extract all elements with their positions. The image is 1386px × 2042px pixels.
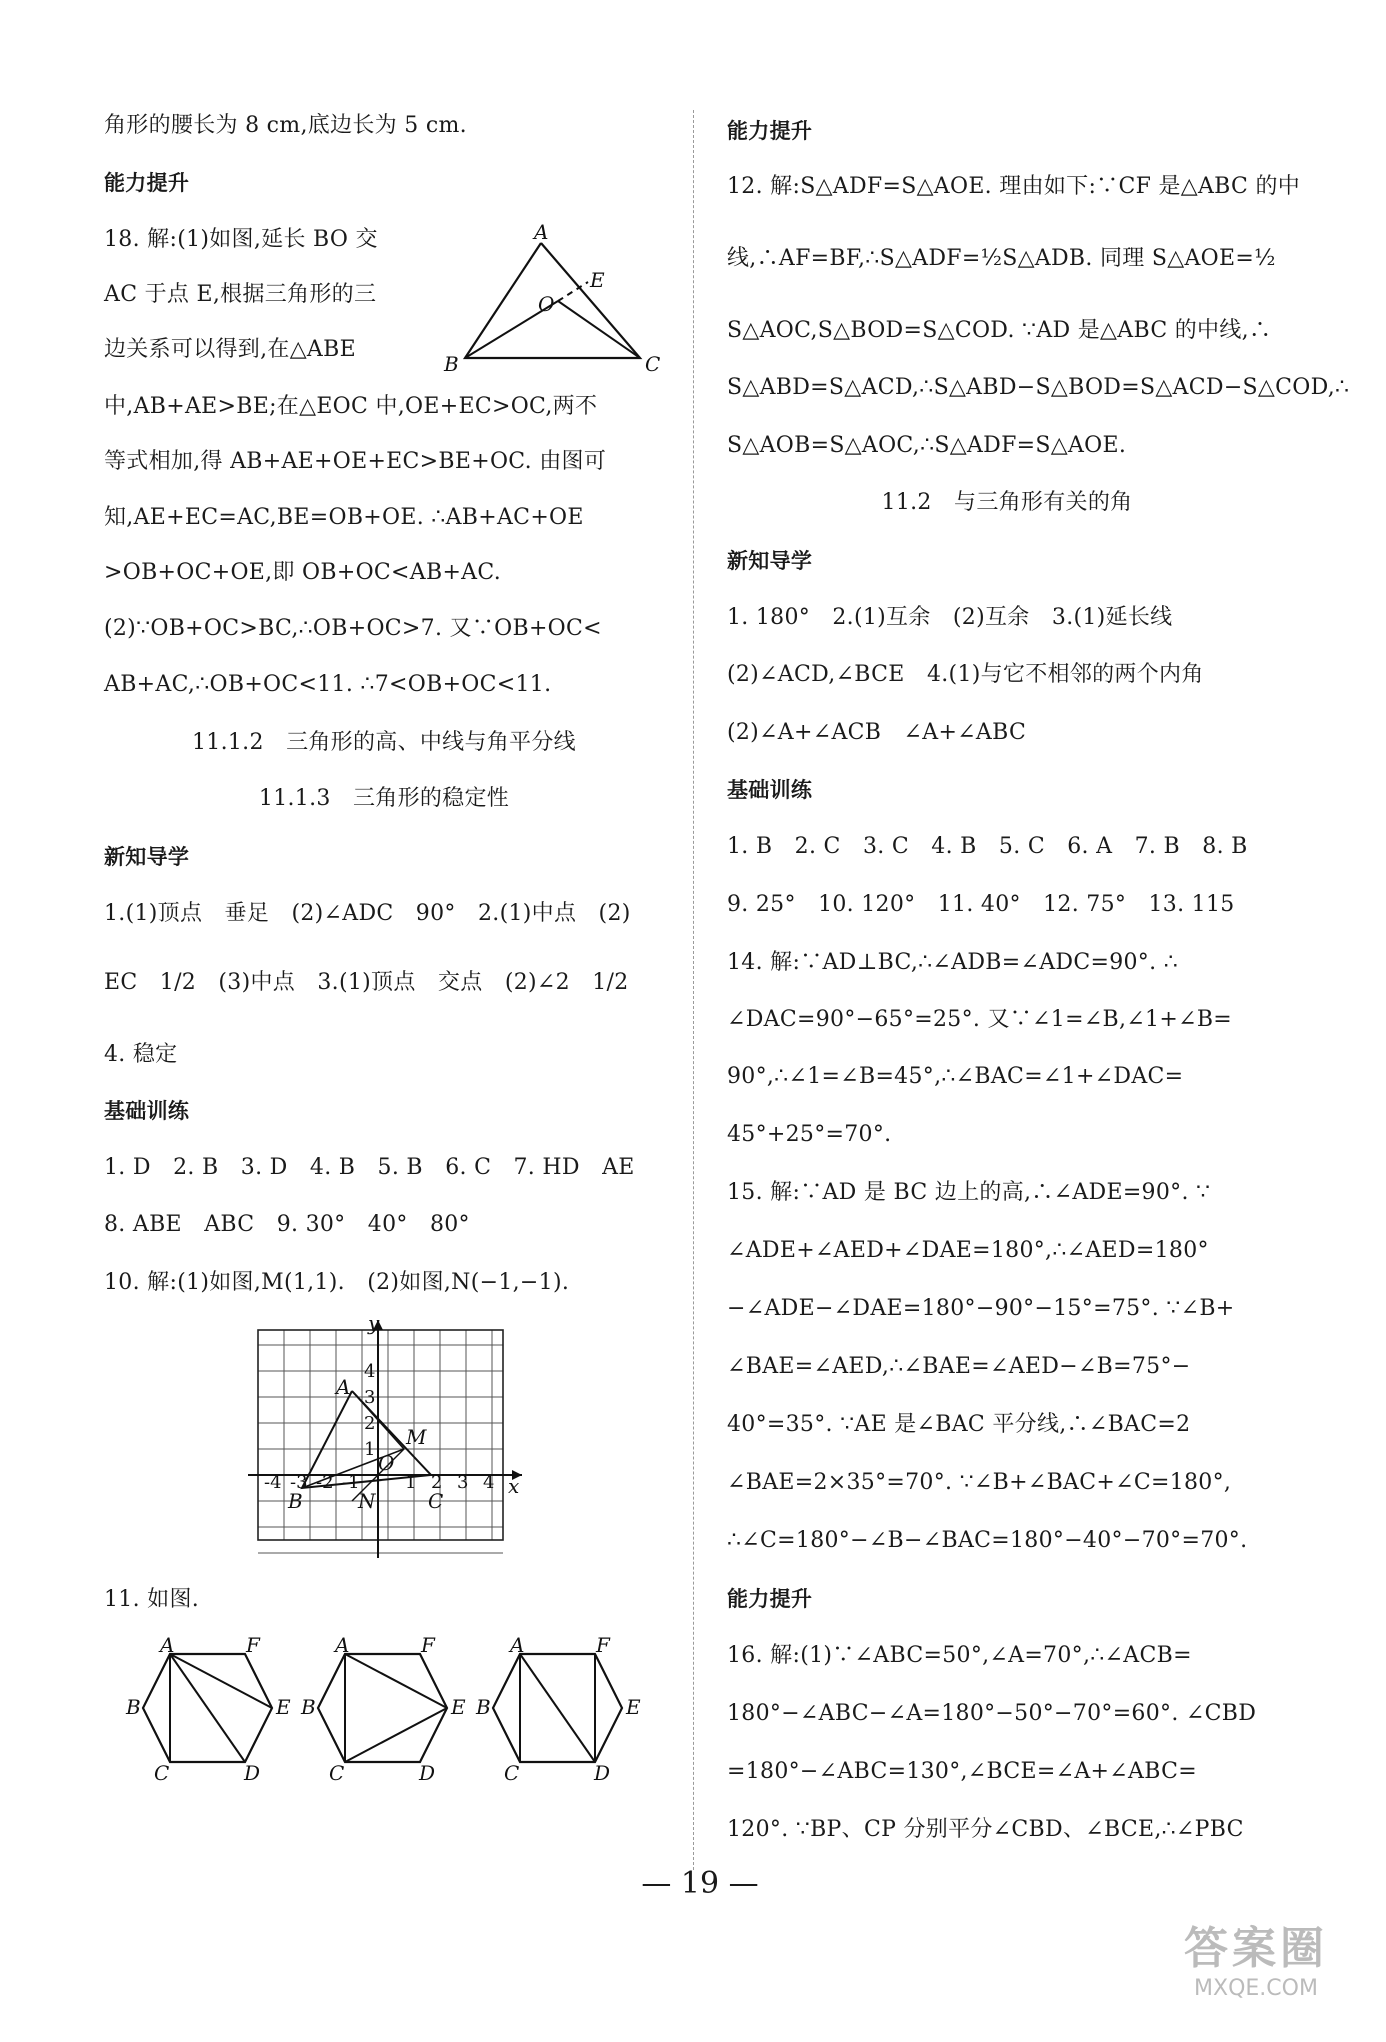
text-line: =180°−∠ABC=130°,∠BCE=∠A+∠ABC= (727, 1759, 1197, 1784)
text-line: ∴∠C=180°−∠B−∠BAC=180°−40°−70°=70°. (727, 1528, 1248, 1553)
text-line: 40°=35°. ∵AE 是∠BAC 平分线,∴∠BAC=2 (727, 1412, 1191, 1437)
hex3-label-f: F (596, 1633, 610, 1657)
text-line: 1.(1)顶点 垂足 (2)∠ADC 90° 2.(1)中点 (2) (104, 901, 631, 926)
text-line: ∠ADE+∠AED+∠DAE=180°,∴∠AED=180° (727, 1238, 1209, 1263)
triangle-figure (440, 220, 670, 380)
point-c-label: C (428, 1489, 444, 1513)
column-divider (693, 110, 694, 1870)
text-line: (2)∠ACD,∠BCE 4.(1)与它不相邻的两个内角 (727, 662, 1204, 687)
text-line: 中,AB+AE>BE;在△EOC 中,OE+EC>OC,两不 (104, 394, 598, 419)
text-line: ∠DAC=90°−65°=25°. 又∵∠1=∠B,∠1+∠B= (727, 1007, 1233, 1032)
hex3-label-e: E (626, 1695, 641, 1719)
section-heading: 新知导学 (104, 845, 190, 869)
hex2-label-b: B (301, 1695, 316, 1719)
hex2-label-a: A (335, 1633, 350, 1657)
hex1-label-d: D (244, 1761, 261, 1785)
hex3-label-b: B (476, 1695, 491, 1719)
text-line: 8. ABE ABC 9. 30° 40° 80° (104, 1212, 470, 1237)
x-tick-neg4: -4 (264, 1472, 282, 1493)
hex1-label-c: C (154, 1761, 170, 1785)
section-title: 11.2 与三角形有关的角 (881, 490, 1133, 515)
x-tick-4: 4 (483, 1472, 495, 1493)
text-line: (2)∵OB+OC>BC,∴OB+OC>7. 又∵OB+OC< (104, 616, 602, 641)
x-tick-2: 2 (431, 1472, 443, 1493)
hex3-label-c: C (504, 1761, 520, 1785)
text-line: 4. 稳定 (104, 1042, 178, 1067)
point-a-label: A (336, 1375, 351, 1399)
section-heading: 能力提升 (727, 1587, 813, 1611)
text-line: S△AOB=S△AOC,∴S△ADF=S△AOE. (727, 433, 1127, 458)
text-line: 1. B 2. C 3. C 4. B 5. C 6. A 7. B 8. B (727, 834, 1248, 859)
text-line: −∠ADE−∠DAE=180°−90°−15°=75°. ∵∠B+ (727, 1296, 1235, 1321)
x-tick-3: 3 (457, 1472, 469, 1493)
point-n-label: N (358, 1489, 376, 1513)
y-tick-1: 1 (364, 1439, 376, 1460)
text-line: 45°+25°=70°. (727, 1122, 892, 1147)
y-tick-3: 3 (364, 1387, 376, 1408)
hexagon-2 (318, 1654, 447, 1762)
label-c: C (645, 352, 661, 376)
label-o: O (538, 292, 555, 316)
text-line: 10. 解:(1)如图,M(1,1). (2)如图,N(−1,−1). (104, 1270, 570, 1295)
label-a: A (534, 220, 549, 244)
hexagons-figure (120, 1633, 660, 1785)
text-line: ∠BAE=∠AED,∴∠BAE=∠AED−∠B=75°− (727, 1354, 1191, 1379)
point-m-label: M (406, 1425, 427, 1449)
point-b-label: B (288, 1489, 303, 1513)
text-line: 90°,∴∠1=∠B=45°,∴∠BAC=∠1+∠DAC= (727, 1064, 1184, 1089)
watermark-brand: 答案圈 (1184, 1923, 1328, 1974)
text-line: 知,AE+EC=AC,BE=OB+OE. ∴AB+AC+OE (104, 505, 584, 530)
text-line: 11. 如图. (104, 1587, 200, 1612)
page-number: — 19 — (641, 1866, 759, 1901)
text-line: >OB+OC+OE,即 OB+OC<AB+AC. (104, 560, 502, 585)
section-heading: 能力提升 (727, 119, 813, 143)
hexagon-3 (493, 1654, 622, 1762)
x-tick-neg3: -3 (290, 1472, 308, 1493)
watermark-site: MXQE.COM (1194, 1976, 1318, 2001)
text-line: 边关系可以得到,在△ABE (104, 337, 356, 362)
section-heading: 基础训练 (104, 1099, 190, 1123)
y-tick-2: 2 (364, 1413, 376, 1434)
text-line: 角形的腰长为 8 cm,底边长为 5 cm. (104, 113, 467, 138)
text-line: 等式相加,得 AB+AE+OE+EC>BE+OC. 由图可 (104, 449, 607, 474)
hex3-label-a: A (510, 1633, 525, 1657)
hex2-label-d: D (419, 1761, 436, 1785)
hex1-label-a: A (160, 1633, 175, 1657)
text-line: 120°. ∵BP、CP 分别平分∠CBD、∠BCE,∴∠PBC (727, 1817, 1244, 1842)
section-heading: 基础训练 (727, 778, 813, 802)
x-axis-label: x (508, 1474, 520, 1498)
hex1-label-e: E (276, 1695, 291, 1719)
coordinate-grid-figure (240, 1311, 540, 1560)
text-line: 15. 解:∵AD 是 BC 边上的高,∴∠ADE=90°. ∵ (727, 1180, 1211, 1205)
text-line: AC 于点 E,根据三角形的三 (104, 282, 377, 307)
hex3-label-d: D (594, 1761, 611, 1785)
text-line: 18. 解:(1)如图,延长 BO 交 (104, 227, 378, 252)
text-line: ∠BAE=2×35°=70°. ∵∠B+∠BAC+∠C=180°, (727, 1470, 1232, 1495)
text-line: 1. 180° 2.(1)互余 (2)互余 3.(1)延长线 (727, 605, 1173, 630)
hex2-label-f: F (421, 1633, 435, 1657)
y-axis-label: y (368, 1311, 380, 1335)
x-tick-neg2: -2 (316, 1472, 334, 1493)
text-line: EC 1/2 (3)中点 3.(1)顶点 交点 (2)∠2 1/2 (104, 970, 629, 995)
text-line: 12. 解:S△ADF=S△AOE. 理由如下:∵CF 是△ABC 的中 (727, 174, 1301, 199)
hexagon-1 (143, 1654, 272, 1762)
hex2-label-c: C (329, 1761, 345, 1785)
text-line: 14. 解:∵AD⊥BC,∴∠ADB=∠ADC=90°. ∴ (727, 950, 1178, 975)
x-tick-neg1: -1 (342, 1472, 360, 1493)
text-line: 180°−∠ABC−∠A=180°−50°−70°=60°. ∠CBD (727, 1701, 1257, 1726)
section-heading: 能力提升 (104, 171, 190, 195)
text-line: 16. 解:(1)∵∠ABC=50°,∠A=70°,∴∠ACB= (727, 1643, 1192, 1668)
text-line: 1. D 2. B 3. D 4. B 5. B 6. C 7. HD AE (104, 1155, 635, 1180)
text-line: 线,∴AF=BF,∴S△ADF=½S△ADB. 同理 S△AOE=½ (727, 246, 1276, 271)
section-heading: 新知导学 (727, 549, 813, 573)
text-line: 9. 25° 10. 120° 11. 40° 12. 75° 13. 115 (727, 892, 1235, 917)
label-b: B (444, 352, 459, 376)
watermark (1146, 1912, 1366, 2012)
text-line: (2)∠A+∠ACB ∠A+∠ABC (727, 720, 1027, 745)
text-line: S△ABD=S△ACD,∴S△ABD−S△BOD=S△ACD−S△COD,∴ (727, 375, 1350, 400)
text-line: S△AOC,S△BOD=S△COD. ∵AD 是△ABC 的中线,∴ (727, 318, 1272, 343)
hex1-label-f: F (246, 1633, 260, 1657)
hex2-label-e: E (451, 1695, 466, 1719)
hex1-label-b: B (126, 1695, 141, 1719)
section-title: 11.1.3 三角形的稳定性 (258, 786, 510, 811)
label-e: E (590, 268, 605, 292)
text-line: AB+AC,∴OB+OC<11. ∴7<OB+OC<11. (104, 672, 552, 697)
origin-label: O (378, 1451, 395, 1475)
y-tick-4: 4 (364, 1361, 376, 1382)
section-title: 11.1.2 三角形的高、中线与角平分线 (192, 730, 576, 755)
x-tick-1: 1 (405, 1472, 417, 1493)
